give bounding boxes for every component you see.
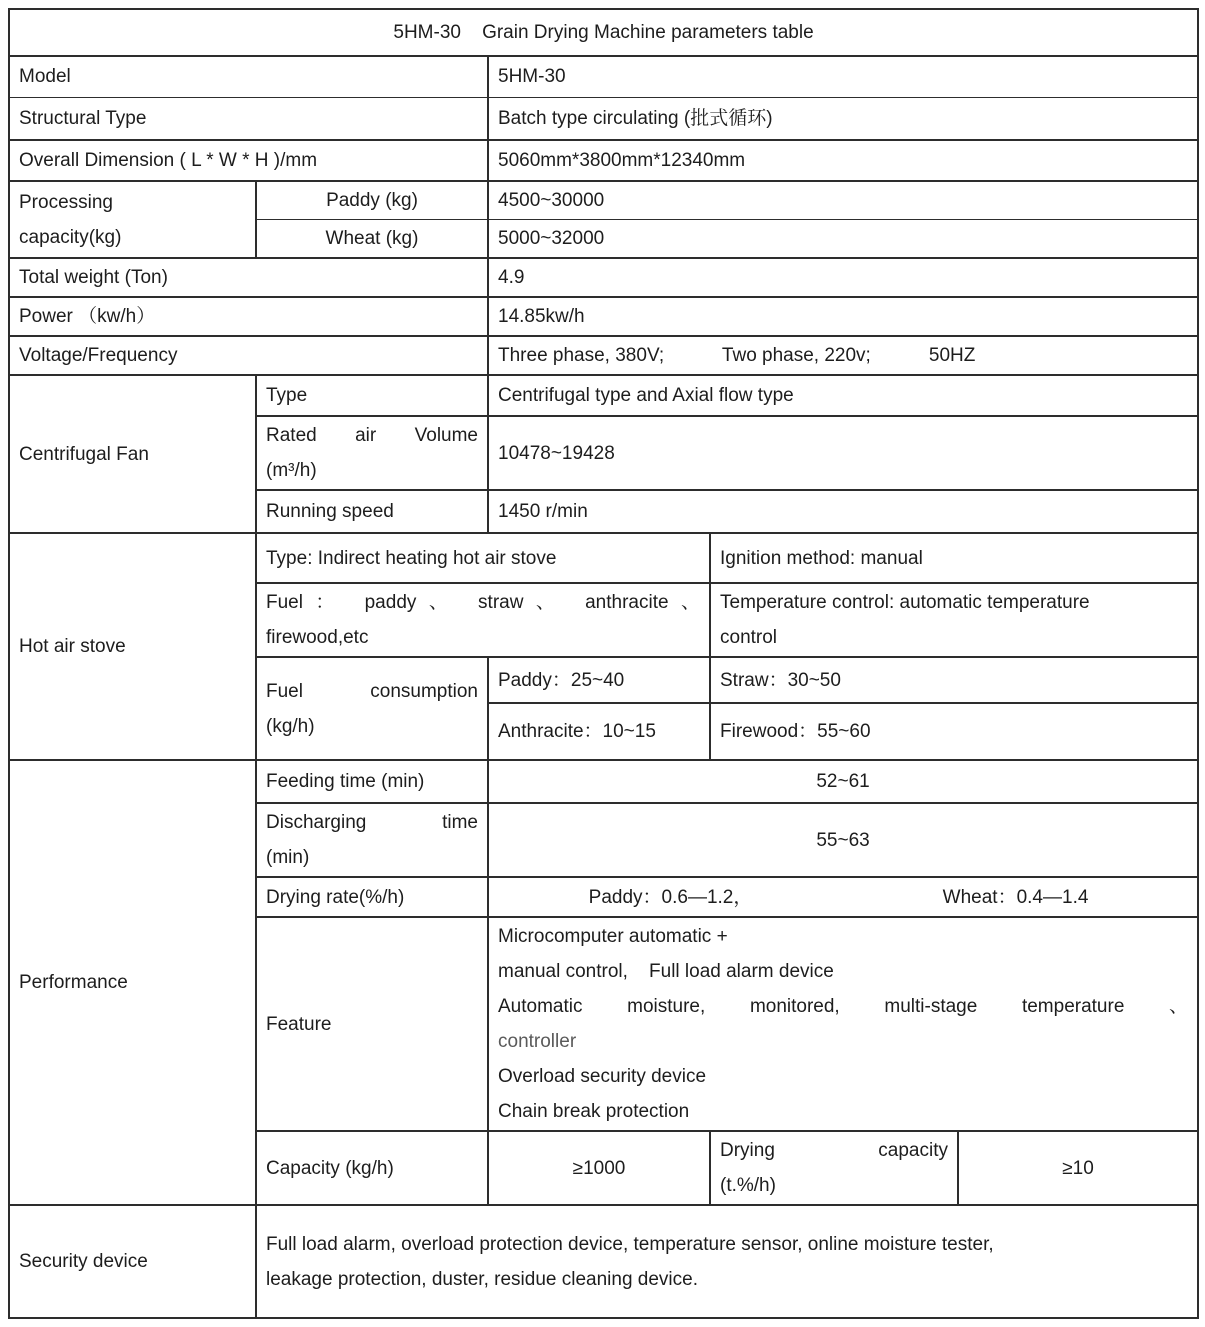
fan-type-label: Type xyxy=(256,375,488,416)
total-weight-value: 4.9 xyxy=(488,258,1198,297)
stove-temperature-line2: control xyxy=(720,627,778,648)
feature-value xyxy=(488,917,1198,1131)
feature-line-5: Overload security device xyxy=(498,1066,707,1087)
discharging-time-label-line1: Discharging time xyxy=(266,812,478,833)
fuel-anthracite-value: Anthracite：10~15 xyxy=(488,703,710,760)
feeding-time-label: Feeding time (min) xyxy=(256,760,488,803)
hot-air-stove-label: Hot air stove xyxy=(9,533,256,760)
fuel-consumption-label-line2: (kg/h) xyxy=(266,715,315,737)
capacity-value: ≥1000 xyxy=(488,1131,710,1205)
fan-volume-label-line2: (m³/h) xyxy=(266,460,317,481)
fan-volume-label-line1: Rated air Volume xyxy=(266,425,478,446)
processing-capacity-label xyxy=(9,181,256,258)
drying-capacity-value: ≥10 xyxy=(958,1131,1198,1205)
stove-fuel-line1: Fuel： paddy、 straw、 anthracite、 xyxy=(266,592,700,613)
discharging-time-label-line2: (min) xyxy=(266,847,310,868)
paddy-capacity-label: Paddy (kg) xyxy=(256,181,488,220)
security-device-line1: Full load alarm, overload protection device, temperature sensor, online moisture tester, xyxy=(266,1233,994,1255)
wheat-capacity-value: 5000~32000 xyxy=(488,220,1198,259)
stove-temperature-control-value xyxy=(710,583,1198,657)
performance-label: Performance xyxy=(9,760,256,1205)
fan-speed-value: 1450 r/min xyxy=(488,490,1198,533)
discharging-time-label xyxy=(256,803,488,877)
drying-capacity-label-line1: Drying capacity xyxy=(720,1140,948,1161)
stove-type-value: Type: Indirect heating hot air stove xyxy=(256,533,710,583)
fuel-consumption-label-line1: Fuel consumption xyxy=(266,680,478,702)
security-device-label: Security device xyxy=(9,1205,256,1318)
stove-temperature-line1: Temperature control: automatic temperature xyxy=(720,592,1090,613)
feature-line-3: Automatic moisture, monitored, multi-stage temperature 、 xyxy=(498,996,1189,1017)
voltage-frequency-value: Three phase, 380V; Two phase, 220v; 50HZ xyxy=(488,336,1198,375)
feature-line-2: manual control, Full load alarm device xyxy=(498,961,834,982)
stove-fuel-value xyxy=(256,583,710,657)
parameters-table-wrapper xyxy=(8,8,1197,1319)
feature-line-1: Microcomputer automatic + xyxy=(498,926,728,947)
stove-fuel-line2: firewood,etc xyxy=(266,627,369,648)
drying-rate-label: Drying rate(%/h) xyxy=(256,877,488,917)
centrifugal-fan-label: Centrifugal Fan xyxy=(9,375,256,533)
dimension-value: 5060mm*3800mm*12340mm xyxy=(488,140,1198,181)
table-title: 5HM-30 Grain Drying Machine parameters table xyxy=(9,9,1198,56)
drying-capacity-label-line2: (t.%/h) xyxy=(720,1175,776,1196)
fuel-paddy-value: Paddy：25~40 xyxy=(488,657,710,703)
model-value: 5HM-30 xyxy=(488,56,1198,97)
security-device-line2: leakage protection, duster, residue cleaning device. xyxy=(266,1268,698,1290)
power-value: 14.85kw/h xyxy=(488,297,1198,336)
fan-type-value: Centrifugal type and Axial flow type xyxy=(488,375,1198,416)
parameters-table xyxy=(8,8,1199,1319)
power-label: Power （kw/h） xyxy=(9,297,488,336)
stove-ignition-value: Ignition method: manual xyxy=(710,533,1198,583)
processing-capacity-label-line2: capacity(kg) xyxy=(19,226,122,248)
drying-rate-value xyxy=(488,877,1198,917)
drying-capacity-label xyxy=(710,1131,958,1205)
paddy-capacity-value: 4500~30000 xyxy=(488,181,1198,220)
drying-rate-paddy: Paddy：0.6—1.2， xyxy=(588,886,753,908)
wheat-capacity-label: Wheat (kg) xyxy=(256,220,488,259)
total-weight-label: Total weight (Ton) xyxy=(9,258,488,297)
fuel-consumption-label xyxy=(256,657,488,760)
feature-line-6: Chain break protection xyxy=(498,1101,690,1122)
discharging-time-value: 55~63 xyxy=(488,803,1198,877)
feeding-time-value: 52~61 xyxy=(488,760,1198,803)
security-device-value xyxy=(256,1205,1198,1318)
fan-speed-label: Running speed xyxy=(256,490,488,533)
structural-type-label: Structural Type xyxy=(9,97,488,140)
fuel-straw-value: Straw：30~50 xyxy=(710,657,1198,703)
drying-rate-wheat: Wheat：0.4—1.4 xyxy=(942,886,1089,908)
feature-line-4: controller xyxy=(498,1031,577,1052)
fan-volume-value: 10478~19428 xyxy=(488,416,1198,490)
dimension-label: Overall Dimension ( L * W * H )/mm xyxy=(9,140,488,181)
fuel-firewood-value: Firewood：55~60 xyxy=(710,703,1198,760)
fan-volume-label xyxy=(256,416,488,490)
feature-label: Feature xyxy=(256,917,488,1131)
model-label: Model xyxy=(9,56,488,97)
capacity-label: Capacity (kg/h) xyxy=(256,1131,488,1205)
structural-type-value: Batch type circulating (批式循环) xyxy=(488,97,1198,140)
voltage-frequency-label: Voltage/Frequency xyxy=(9,336,488,375)
processing-capacity-label-line1: Processing xyxy=(19,191,113,213)
